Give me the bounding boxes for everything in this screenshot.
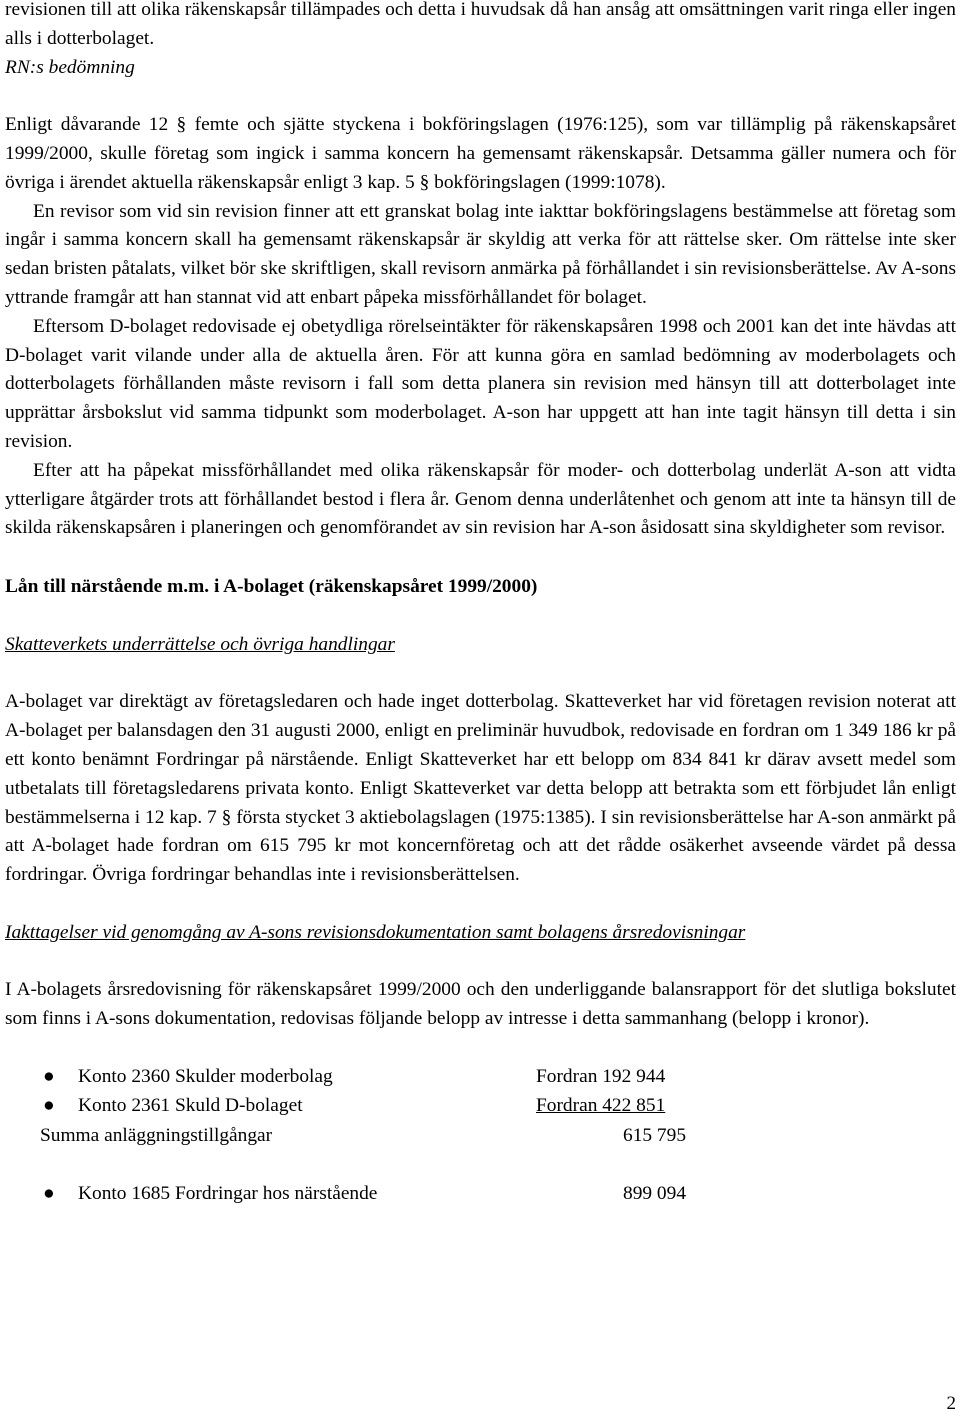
account-label: Konto 2361 Skuld D-bolaget bbox=[78, 1095, 303, 1117]
section-heading-rn: RN:s bedömning bbox=[5, 56, 135, 78]
bullet-icon: ● bbox=[43, 1183, 55, 1205]
sum-label: Summa anläggningstillgångar bbox=[40, 1124, 273, 1146]
account-amount: Fordran 422 851 bbox=[536, 1095, 666, 1117]
list-item bbox=[5, 1179, 956, 1209]
rn-paragraph-3: Eftersom D-bolaget redovisade ej obetydliga rörelseintäkter för räkenskapsåren 1998 och 2001 kan det inte hävdas att D-bolaget varit vilande under alla de aktuella åren. För att kunna göra en samlad bedömning av moderbolagets och dotterbolagets förhållanden måste revisorn i fall som detta planera sin revision med hänsyn till att dotterbolaget inte upprättar årsbokslut vid samma tidpunkt som moderbolaget. A-son har uppgett att han inte tagit hänsyn till detta i sin revision. bbox=[5, 315, 956, 452]
observations-paragraph: I A-bolagets årsredovisning för räkenskapsåret 1999/2000 och den underliggande balansrapport för det slutliga bokslutet som finns i A-sons dokumentation, redovisas följande belopp av intresse i detta sammanhang (belopp i kronor). bbox=[5, 979, 956, 1030]
rn-paragraph-1: Enligt dåvarande 12 § femte och sjätte styckena i bokföringslagen (1976:125), som var tillämplig på räkenskapsåret 1999/2000, skulle företag som ingick i samma koncern ha gemensamt räkenskapsår. Detsamma gäller numera och för övriga i ärendet aktuella räkenskapsår enligt 3 kap. 5 § bokföringslagen (1999:1078). bbox=[5, 114, 956, 193]
list-item bbox=[5, 1091, 956, 1121]
account-label: Konto 1685 Fordringar hos närstående bbox=[78, 1183, 378, 1205]
rn-paragraph-4: Efter att ha påpekat missförhållandet med olika räkenskapsår för moder- och dotterbolag underlät A-son att vidta ytterligare åtgärder trots att förhållandet bestod i flera år. Genom denna underlåtenhet och genom att inte ta hänsyn till de skilda räkenskapsåren i planeringen och genomförandet av sin revision har A-son åsidosatt sina skyldigheter som revisor. bbox=[5, 459, 956, 539]
sum-amount: 615 795 bbox=[623, 1124, 687, 1146]
account-list bbox=[5, 1062, 956, 1209]
document-body bbox=[5, 0, 956, 1209]
tax-paragraph: A-bolaget var direktägt av företagsledaren och hade inget dotterbolag. Skatteverket har vid företagen revision noterat att A-bolaget per balansdagen den 31 augusti 2000, enligt en preliminär huvudbok, redovisade en fordran om 1 349 186 kr på ett konto benämnt Fordringar på närstående. Enligt Skatteverket har ett belopp om 834 841 kr därav avsett medel som utbetalats till företagsledarens privata konto. Enligt Skatteverket var detta belopp att betrakta som ett förbjudet lån enligt bestämmelserna i 12 kap. 7 § första stycket 3 aktiebolagslagen (1975:1385). I sin revisionsberättelse har A-son anmärkt på att A-bolaget hade fordran om 615 795 kr mot koncernföretag och att det rådde osäkerhet avseende värdet på dessa fordringar. Övriga fordringar behandlas inte i revisionsberättelsen. bbox=[5, 691, 956, 886]
account-label: Konto 2360 Skulder moderbolag bbox=[78, 1065, 333, 1087]
rn-paragraph-2: En revisor som vid sin revision finner att ett granskat bolag inte iakttar bokföringslagens bestämmelse att företag som ingår i samma koncern skall ha gemensamt räkenskapsår är skyldig att verka för att rättelse sker. Om rättelse inte sker sedan bristen påtalats, vilket bör ske skriftligen, skall revisorn anmärka på förhållandet i sin revisionsberättelse. Av A-sons yttrande framgår att han stannat vid att enbart påpeka missförhållandet för bolaget. bbox=[5, 200, 956, 308]
page-number: 2 bbox=[946, 1393, 956, 1414]
account-amount: Fordran 192 944 bbox=[536, 1065, 666, 1087]
subheading-tax: Skatteverkets underrättelse och övriga handlingar bbox=[5, 633, 395, 655]
account-amount: 899 094 bbox=[623, 1183, 687, 1205]
section-heading-loan: Lån till närstående m.m. i A-bolaget (räkenskapsåret 1999/2000) bbox=[5, 576, 538, 598]
sum-row bbox=[5, 1121, 956, 1151]
bullet-icon: ● bbox=[43, 1095, 55, 1117]
list-item bbox=[5, 1062, 956, 1092]
subheading-observations: Iakttagelser vid genomgång av A-sons revisionsdokumentation samt bolagens årsredovisningar bbox=[5, 921, 746, 943]
continued-paragraph: revisionen till att olika räkenskapsår tillämpades och detta i huvudsak då han ansåg att omsättningen varit ringa eller ingen alls i dotterbolaget. bbox=[5, 0, 956, 49]
bullet-icon: ● bbox=[43, 1065, 55, 1087]
